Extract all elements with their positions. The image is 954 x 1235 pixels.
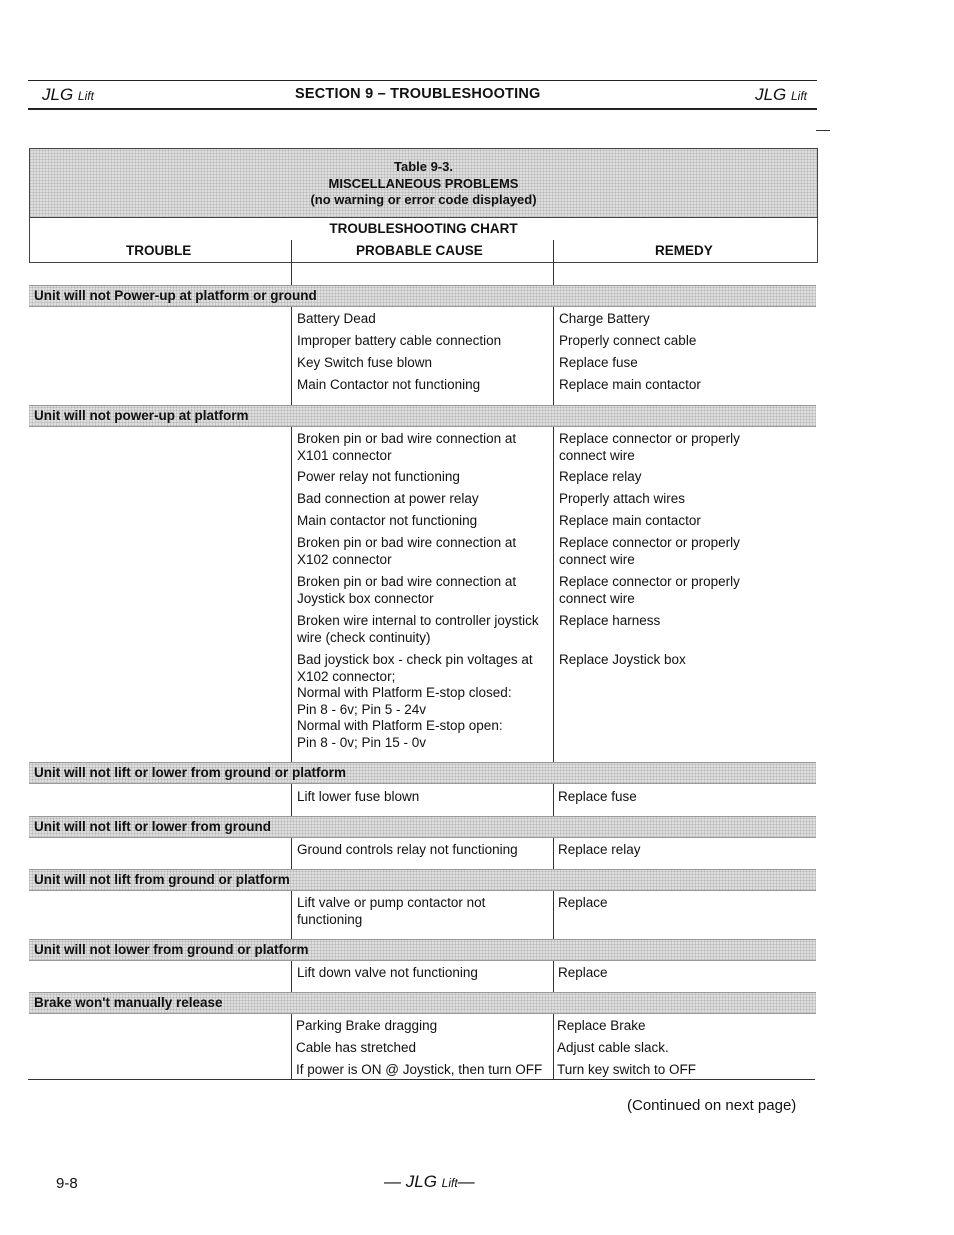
remedy-cell: Replace fuse xyxy=(559,355,638,370)
cause-cell: Power relay not functioning xyxy=(297,469,460,484)
remedy-cell: Replace harness xyxy=(559,613,661,628)
page-header xyxy=(28,80,817,110)
remedy-cell: Replace xyxy=(558,965,608,980)
margin-mark xyxy=(816,130,830,131)
cause-cell: Main Contactor not functioning xyxy=(297,377,481,392)
trouble-label: Unit will not lower from ground or platform xyxy=(34,942,309,957)
header-right-brand xyxy=(755,85,807,105)
trouble-label: Brake won't manually release xyxy=(34,995,223,1010)
column-header xyxy=(29,216,818,263)
cause-cell: Parking Brake dragging xyxy=(296,1018,438,1033)
section-title: SECTION 9 – TROUBLESHOOTING xyxy=(295,86,541,102)
continued-note: (Continued on next page) xyxy=(627,1097,797,1114)
footer-dash: — xyxy=(457,1172,475,1191)
trouble-band xyxy=(29,762,816,784)
trouble-band xyxy=(29,285,816,307)
trouble-band xyxy=(29,869,816,891)
trouble-label: Unit will not lift from ground or platform xyxy=(34,872,290,887)
cause-cell: Lift lower fuse blown xyxy=(297,789,420,804)
cause-cell: Cable has stretched xyxy=(296,1040,417,1055)
cause-cell: Broken pin or bad wire connection at Joystick box connector xyxy=(297,574,517,606)
chart-title: TROUBLESHOOTING CHART xyxy=(329,221,518,236)
remedy-cell: Charge Battery xyxy=(559,311,650,326)
remedy-cell: Replace connector or properly connect wire xyxy=(559,431,740,463)
trouble-label: Unit will not lift or lower from ground or platform xyxy=(34,765,346,780)
table-name: MISCELLANEOUS PROBLEMS xyxy=(328,175,519,191)
trouble-band xyxy=(29,992,816,1014)
remedy-cell: Replace connector or properly connect wire xyxy=(559,535,740,567)
remedy-cell: Properly attach wires xyxy=(559,491,686,506)
trouble-band xyxy=(29,939,816,961)
brand-name: JLG xyxy=(755,85,787,104)
cause-cell: Bad joystick box - check pin voltages at X102 connector; Normal with Platform E-stop closed: Pin 8 - 6v; Pin 5 - 24v Normal with Platform E-stop open: Pin 8 - 0v; Pin 15 - 0v xyxy=(297,652,533,750)
brand-suffix: Lift xyxy=(77,89,94,103)
brand-name: JLG xyxy=(405,1172,437,1191)
cause-cell: Ground controls relay not functioning xyxy=(297,842,518,857)
cause-cell: Lift valve or pump contactor not functioning xyxy=(297,895,486,927)
column-header-trouble: TROUBLE xyxy=(126,243,192,258)
trouble-label: Unit will not lift or lower from ground xyxy=(34,819,271,834)
remedy-cell: Turn key switch to OFF xyxy=(557,1062,697,1077)
column-header-remedy: REMEDY xyxy=(655,243,713,258)
cause-cell: Battery Dead xyxy=(297,311,376,326)
cause-cell: Broken pin or bad wire connection at X102 connector xyxy=(297,535,517,567)
trouble-band xyxy=(29,405,816,427)
cause-cell: Key Switch fuse blown xyxy=(297,355,433,370)
table-title-box xyxy=(29,148,818,218)
trouble-band xyxy=(29,816,816,838)
remedy-cell: Replace main contactor xyxy=(559,377,701,392)
remedy-cell: Replace xyxy=(558,895,608,910)
table-subtitle: (no warning or error code displayed) xyxy=(310,192,537,207)
cause-cell: Lift down valve not functioning xyxy=(297,965,478,980)
footer-brand xyxy=(384,1172,475,1192)
cause-cell: Broken pin or bad wire connection at X101 connector xyxy=(297,431,517,463)
remedy-cell: Adjust cable slack. xyxy=(557,1040,669,1055)
table-bottom-rule xyxy=(28,1079,815,1080)
brand-suffix: Lift xyxy=(441,1176,458,1190)
header-left-brand xyxy=(42,85,94,105)
remedy-cell: Replace fuse xyxy=(558,789,637,804)
footer-dash: — xyxy=(384,1172,401,1191)
table-number: Table 9-3. xyxy=(393,159,453,174)
brand-suffix: Lift xyxy=(790,89,807,103)
cause-cell: If power is ON @ Joystick, then turn OFF xyxy=(296,1062,543,1077)
cause-cell: Improper battery cable connection xyxy=(297,333,502,348)
trouble-label: Unit will not Power-up at platform or ground xyxy=(34,288,317,303)
remedy-cell: Properly connect cable xyxy=(559,333,697,348)
remedy-cell: Replace relay xyxy=(559,469,642,484)
remedy-cell: Replace connector or properly connect wire xyxy=(559,574,740,606)
cause-cell: Main contactor not functioning xyxy=(297,513,478,528)
remedy-cell: Replace relay xyxy=(558,842,641,857)
trouble-label: Unit will not power-up at platform xyxy=(34,408,249,423)
remedy-cell: Replace Joystick box xyxy=(559,652,686,667)
remedy-cell: Replace Brake xyxy=(557,1018,646,1033)
brand-name: JLG xyxy=(42,85,74,104)
remedy-cell: Replace main contactor xyxy=(559,513,701,528)
cause-cell: Broken wire internal to controller joystick wire (check continuity) xyxy=(297,613,539,645)
column-header-cause: PROBABLE CAUSE xyxy=(356,243,483,258)
page-number: 9-8 xyxy=(56,1175,78,1192)
cause-cell: Bad connection at power relay xyxy=(297,491,479,506)
table-title xyxy=(30,149,817,209)
